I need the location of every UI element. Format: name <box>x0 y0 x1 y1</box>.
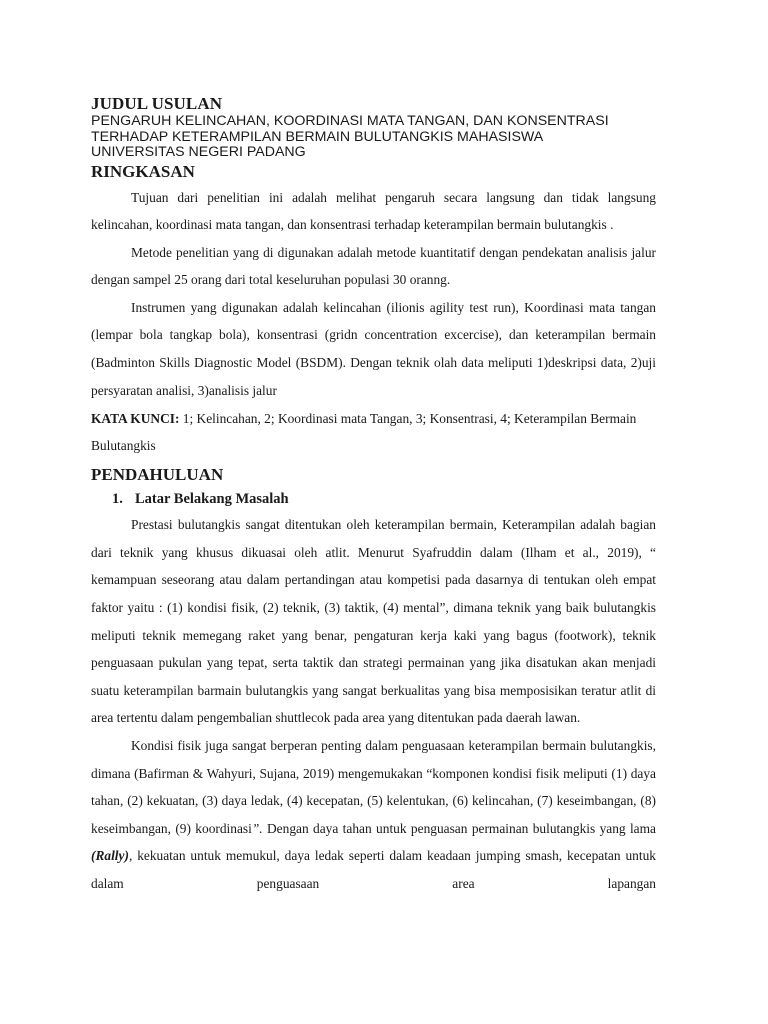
body-paragraph-2-part-a: Kondisi fisik juga sangat berperan penting dalam penguasaan keterampilan bermain bulutangkis, dimana (Bafirman & Wahyuri, Sujana, 2019) mengemukakan “komponen kondisi fisik meliputi (1) daya tahan, (2) kekuatan, (3) daya ledak, (4) kecepatan, (5) kelentukan, (6) kelincahan, (7) keseimbangan, (8) keseimbangan, (9) koordinasi <box>91 738 656 836</box>
subsection-heading <box>112 487 656 511</box>
body-paragraph-2-part-b: Dengan daya tahan untuk penguasan permainan bulutangkis yang lama <box>262 820 656 836</box>
title-line-2: TERHADAP KETERAMPILAN BERMAIN BULUTANGKIS MAHASISWA <box>91 128 544 145</box>
ringkasan-heading: RINGKASAN <box>91 161 195 181</box>
pendahuluan-heading: PENDAHULUAN <box>91 465 224 485</box>
ringkasan-paragraph-2: Metode penelitian yang di digunakan adalah metode kuantitatif dengan pendekatan analisis jalur dengan sampel 25 orang dari total keseluruhan populasi 30 oranng. <box>91 244 656 288</box>
ringkasan-paragraph-1: Tujuan dari penelitian ini adalah melihat pengaruh secara langsung dan tidak langsung kelincahan, koordinasi mata tangan, dan konsentrasi terhadap keterampilan bermain bulutangkis . <box>91 189 656 233</box>
title-line-1: PENGARUH KELINCAHAN, KOORDINASI MATA TANGAN, DAN KONSENTRASI <box>91 113 609 129</box>
subsection-title: Latar Belakang Masalah <box>135 491 289 508</box>
body-paragraph-2 <box>91 732 656 898</box>
document-page <box>91 95 656 898</box>
title-line-3: UNIVERSITAS NEGERI PADANG <box>91 144 306 160</box>
kata-kunci-label: KATA KUNCI: <box>91 411 180 427</box>
body-paragraph-2-quote-end: ”. <box>251 820 263 836</box>
kata-kunci-text: 1; Kelincahan, 2; Koordinasi mata Tangan, 3; Konsentrasi, 4; Keterampilan Bermain Bulutangkis <box>91 411 637 454</box>
proposal-title <box>91 114 656 161</box>
body-paragraph-2-part-c: , kekuatan untuk memukul, daya ledak seperti dalam keadaan jumping smash, kecepatan untuk dalam penguasaan area lapangan <box>91 848 656 891</box>
ringkasan-paragraph-3: Instrumen yang digunakan adalah kelincahan (ilionis agility test run), Koordinasi mata tangan (lempar bola tangkap bola), konsentrasi (gridn concentration excercise), dan keterampilan bermain (Badminton Skills Diagnostic Model (BSDM). Dengan teknik olah data meliputi 1)deskripsi data, 2)uji persyaratan analisi, 3)analisis jalur <box>91 299 656 398</box>
body-paragraph-2-italic: (Rally) <box>91 848 129 864</box>
judul-usulan-heading: JUDUL USULAN <box>91 94 223 113</box>
kata-kunci <box>91 405 656 459</box>
body-paragraph-1: Prestasi bulutangkis sangat ditentukan oleh keterampilan bermain, Keterampilan adalah bagian dari teknik yang khusus dikuasai oleh atlit. Menurut Syafruddin dalam (Ilham et al., 2019), “ kemampuan seseorang atau dalam pertandingan atau kompetisi pada dasarnya di tentukan oleh empat faktor yaitu : (1) kondisi fisik, (2) teknik, (3) taktik, (4) mental”, dimana teknik yang baik bulutangkis meliputi teknik memegang raket yang benar, pengaturan kerja kaki yang bagus (footwork), teknik penguasaan pukulan yang tepat, serta taktik dan strategi permainan yang jika disatukan akan menjadi suatu keterampilan barmain bulutangkis yang sangat berkualitas yang bisa memposisikan teratur atlit di area tertentu dalam pengembalian shuttlecok pada area yang ditentukan pada daerah lawan. <box>91 517 656 726</box>
subsection-number: 1. <box>112 491 123 508</box>
